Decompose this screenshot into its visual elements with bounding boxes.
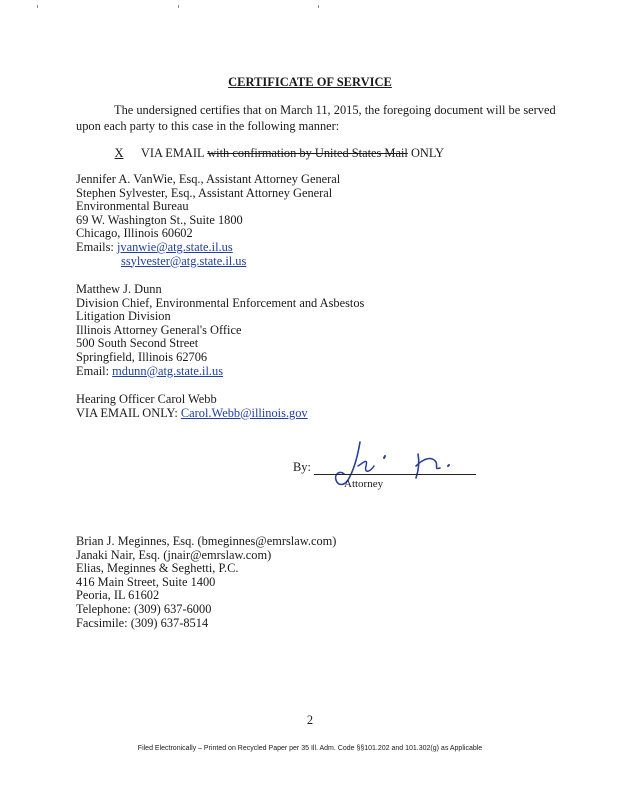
email-link-vanwie[interactable]: jvanwie@atg.state.il.us [116, 239, 233, 254]
party-line: Jennifer A. VanWie, Esq., Assistant Attorney General [76, 172, 341, 186]
email-label: Email: [76, 363, 110, 378]
party-block-attorney-general [76, 173, 340, 268]
party-line: Illinois Attorney General's Office [76, 322, 242, 337]
service-method-suffix: ONLY [410, 146, 445, 160]
party-line: Environmental Bureau [76, 199, 189, 214]
party-block-dunn [76, 283, 364, 378]
party-line: Litigation Division [76, 309, 171, 324]
email-link-dunn[interactable]: mdunn@atg.state.il.us [112, 363, 224, 378]
via-email-only-label: VIA EMAIL ONLY: [76, 405, 178, 420]
party-line: 500 South Second Street [76, 336, 199, 351]
party-line: Matthew J. Dunn [76, 282, 162, 296]
service-method [100, 147, 444, 159]
page-footer: Filed Electronically – Printed on Recycled Paper per 35 Ill. Adm. Code §§101.202 and 101.302(g) as Applicable [137, 745, 483, 752]
handwritten-signature [318, 436, 468, 490]
party-line: Stephen Sylvester, Esq., Assistant Attorney General [76, 185, 333, 200]
signatory-line: Janaki Nair, Esq. (jnair@emrslaw.com) [76, 547, 272, 562]
signatory-line: 416 Main Street, Suite 1400 [76, 574, 216, 589]
party-line: Hearing Officer Carol Webb [76, 392, 217, 406]
signatory-line: Facsimile: (309) 637-8514 [76, 615, 209, 630]
signatory-block [76, 535, 336, 630]
signatory-line: Telephone: (309) 637-6000 [76, 601, 212, 616]
signature-line [314, 474, 476, 475]
email-link-sylvester[interactable]: ssylvester@atg.state.il.us [121, 253, 247, 268]
signature-role: Attorney [344, 478, 384, 490]
signatory-line: Peoria, IL 61602 [76, 588, 160, 603]
party-line: Chicago, Illinois 60602 [76, 226, 193, 241]
party-emails-row [76, 241, 340, 255]
signature-by-label: By: [293, 460, 311, 474]
service-method-label: VIA EMAIL [140, 146, 205, 160]
intro-line-1: The undersigned certifies that on March 11, 2015, the foregoing document will be served [114, 103, 556, 117]
party-email-row [76, 407, 308, 421]
email-link-webb[interactable]: Carol.Webb@illinois.gov [180, 405, 308, 420]
party-block-hearing-officer [76, 393, 308, 420]
party-line: Division Chief, Environmental Enforcement and Asbestos [76, 295, 365, 310]
scan-mark [178, 5, 179, 8]
party-email-row [76, 365, 364, 379]
page-number: 2 [306, 713, 314, 727]
party-line: Springfield, Illinois 62706 [76, 349, 208, 364]
service-method-mark: X [114, 146, 124, 160]
service-method-struck-text: with confirmation by United States Mail [207, 146, 408, 160]
party-line: 69 W. Washington St., Suite 1800 [76, 212, 243, 227]
signatory-line: Brian J. Meginnes, Esq. (bmeginnes@emrslaw.com) [76, 534, 337, 548]
signatory-line: Elias, Meginnes & Seghetti, P.C. [76, 561, 239, 576]
scan-mark [37, 5, 38, 8]
scan-mark [318, 5, 319, 8]
intro-line-2: upon each party to this case in the following manner: [76, 119, 340, 133]
emails-label: Emails: [76, 239, 114, 254]
document-title: CERTIFICATE OF SERVICE [228, 75, 392, 89]
party-emails-row-2 [76, 255, 340, 269]
